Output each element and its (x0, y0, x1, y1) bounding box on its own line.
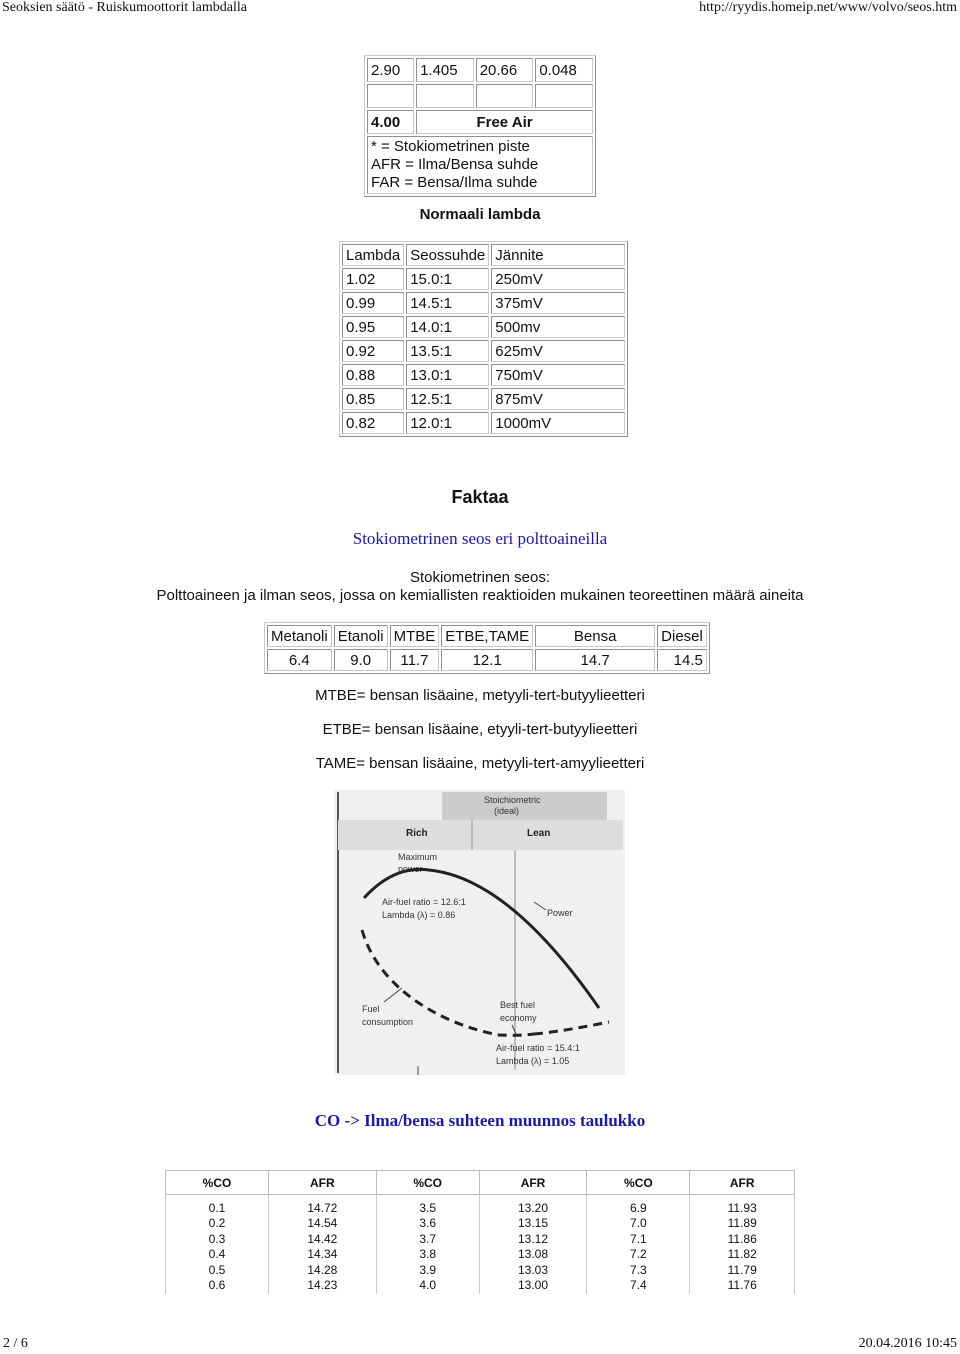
column-header: Diesel (657, 625, 707, 647)
table-row (367, 58, 593, 82)
co-column-2: 3.5 3.6 3.7 3.8 3.9 4.0 (376, 1201, 479, 1294)
column-header: %CO (587, 1171, 690, 1195)
table-cell: 1.405 (416, 58, 474, 82)
table-row (267, 649, 707, 671)
print-datetime: 20.04.2016 10:45 (858, 1336, 957, 1351)
table-row (367, 110, 593, 134)
table-cell: 0.85 (342, 388, 404, 410)
table-cell: 12.1 (441, 649, 533, 671)
table-cell: 20.66 (476, 58, 534, 82)
fuel-consumption-label-2: consumption (362, 1017, 414, 1027)
co-afr-table (165, 1170, 795, 1294)
rich-lean-band (338, 820, 623, 850)
lean-label: Lean (527, 828, 551, 839)
power-label: Power (547, 908, 573, 918)
table-header-row (166, 1171, 795, 1195)
table-cell (416, 84, 474, 108)
page-number: 2 / 6 (3, 1336, 28, 1351)
table-cell: 4.00 (367, 110, 414, 134)
lambda-rich-label: Lambda (λ) = 0.86 (382, 910, 456, 920)
stoich-label: Stokiometrinen seos: (409, 569, 551, 586)
power-economy-graph (334, 790, 625, 1075)
table-cell: 14.0:1 (406, 316, 489, 338)
table-row (342, 412, 625, 434)
free-air-table (364, 55, 596, 197)
stoich-label: Stoichiometric (484, 795, 541, 805)
table-cell: 0.95 (342, 316, 404, 338)
column-header: %CO (376, 1171, 479, 1195)
table-row (342, 292, 625, 314)
table-cell: 12.5:1 (406, 388, 489, 410)
afr-column-2: 13.20 13.15 13.12 13.08 13.03 13.00 (479, 1201, 587, 1294)
table-cell: 0.92 (342, 340, 404, 362)
table-cell: 0.88 (342, 364, 404, 386)
table-cell (367, 84, 414, 108)
table-cell: 625mV (491, 340, 625, 362)
table-cell: 0.82 (342, 412, 404, 434)
table-cell: 250mV (491, 268, 625, 290)
lambda-lean-label: Lambda (λ) = 1.05 (496, 1056, 570, 1066)
note-tame: TAME= bensan lisäaine, metyyli-tert-amyylieetteri (315, 755, 645, 772)
table-cell: 750mV (491, 364, 625, 386)
column-header: Seossuhde (406, 244, 489, 266)
facts-heading: Faktaa (451, 487, 509, 507)
column-header: MTBE (390, 625, 440, 647)
table-cell: 500mv (491, 316, 625, 338)
column-header: %CO (166, 1171, 269, 1195)
table-cell: 11.7 (390, 649, 440, 671)
fuel-table (264, 622, 710, 674)
table-cell: 14.5:1 (406, 292, 489, 314)
table-row (166, 1201, 795, 1294)
note-etbe: ETBE= bensan lisäaine, etyyli-tert-butyylieetteri (322, 721, 638, 738)
table-cell (476, 84, 534, 108)
column-header: AFR (690, 1171, 795, 1195)
header-url[interactable]: http://ryydis.homeip.net/www/volvo/seos.htm (699, 0, 957, 15)
table-header-row (267, 625, 707, 647)
table-cell: 13.5:1 (406, 340, 489, 362)
afr-column-3: 11.93 11.89 11.86 11.82 11.79 11.76 (690, 1201, 795, 1294)
column-header: AFR (268, 1171, 376, 1195)
column-header: Metanoli (267, 625, 332, 647)
table-cell: 1.02 (342, 268, 404, 290)
table-row (367, 84, 593, 108)
column-header: AFR (479, 1171, 587, 1195)
table-cell: 14.7 (535, 649, 655, 671)
fuel-consumption-label: Fuel (362, 1004, 380, 1014)
table-cell: 9.0 (334, 649, 388, 671)
table-cell: 12.0:1 (406, 412, 489, 434)
table-cell: 875mV (491, 388, 625, 410)
column-header: Lambda (342, 244, 404, 266)
table-cell: 13.0:1 (406, 364, 489, 386)
lambda-table-title: Normaali lambda (419, 206, 541, 223)
max-power-label: Maximum (398, 852, 438, 862)
co-column-1: 0.1 0.2 0.3 0.4 0.5 0.6 (166, 1201, 269, 1294)
table-row (342, 316, 625, 338)
table-row (367, 136, 593, 194)
afr-rich-label: Air-fuel ratio = 12.6:1 (382, 897, 466, 907)
table-cell: 6.4 (267, 649, 332, 671)
table-cell: 2.90 (367, 58, 414, 82)
lambda-table (339, 241, 628, 437)
rich-label: Rich (406, 828, 428, 839)
best-fuel-label-2: economy (500, 1013, 537, 1023)
max-power-label-2: power (398, 864, 423, 874)
stoich-heading: Stokiometrinen seos eri polttoaineilla (352, 529, 608, 548)
column-header: Jännite (491, 244, 625, 266)
column-header: Etanoli (334, 625, 388, 647)
afr-column-1: 14.72 14.54 14.42 14.34 14.28 14.23 (268, 1201, 376, 1294)
column-header: ETBE,TAME (441, 625, 533, 647)
column-header: Bensa (535, 625, 655, 647)
table-cell: 1000mV (491, 412, 625, 434)
note-stoich: * = Stokiometrinen piste (371, 138, 530, 155)
note-far: FAR = Bensa/Ilma suhde (371, 174, 538, 191)
stoich-ideal: (ideal) (494, 806, 520, 816)
table-header-row (342, 244, 625, 266)
table-cell: 0.99 (342, 292, 404, 314)
table-row (342, 268, 625, 290)
table-cell (535, 84, 593, 108)
co-table-title: CO -> Ilma/bensa suhteen muunnos taulukko (314, 1111, 646, 1130)
free-air-label: Free Air (416, 110, 593, 134)
table-cell: 0.048 (535, 58, 593, 82)
stoich-definition: Polttoaineen ja ilman seos, jossa on kemiallisten reaktioiden mukainen teoreettinen määrä aineita (156, 587, 804, 604)
table-cell: 14.5 (657, 649, 707, 671)
best-fuel-label: Best fuel (500, 1000, 536, 1010)
table-cell: 375mV (491, 292, 625, 314)
table-row (342, 364, 625, 386)
table-cell: 15.0:1 (406, 268, 489, 290)
table-row (342, 388, 625, 410)
afr-lean-label: Air-fuel ratio = 15.4:1 (496, 1043, 580, 1053)
note-mtbe: MTBE= bensan lisäaine, metyyli-tert-butyylieetteri (315, 687, 645, 704)
table-row (342, 340, 625, 362)
note-afr: AFR = Ilma/Bensa suhde (371, 156, 539, 173)
legend-notes (367, 136, 593, 194)
co-column-3: 6.9 7.0 7.1 7.2 7.3 7.4 (587, 1201, 690, 1294)
header-title: Seoksien säätö - Ruiskumoottorit lambdalla (2, 0, 247, 15)
